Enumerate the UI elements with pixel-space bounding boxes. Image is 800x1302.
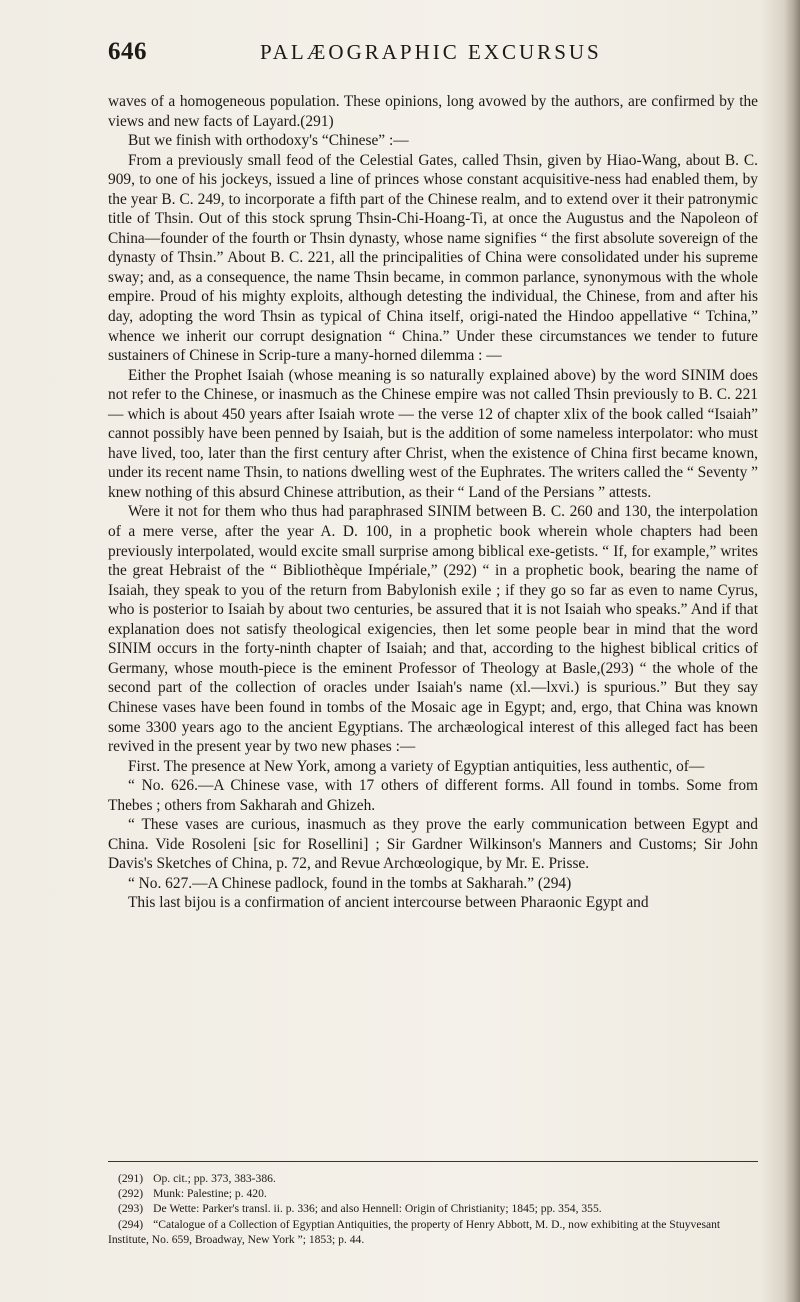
footnotes xyxy=(108,1171,758,1247)
footnote-text: Munk: Palestine; p. 420. xyxy=(153,1187,267,1201)
body-text xyxy=(108,92,758,913)
catalogue-entry: “ No. 627.—A Chinese padlock, found in the tombs at Sakharah.” (294) xyxy=(128,874,572,892)
footnote-text: “Catalogue of a Collection of Egyptian Antiquities, the property of Henry Abbott, M. D., now exhibiting at the Stuyvesant Institute, No. 659, Broadway, New York ”; 1853; p. 44. xyxy=(108,1217,721,1246)
footnote-number: (294) xyxy=(118,1217,144,1231)
footnote-text: De Wette: Parker's transl. ii. p. 336; and also Hennell: Origin of Christianity; 1845; pp. 354, 355. xyxy=(153,1202,602,1216)
running-title: PALÆOGRAPHIC EXCURSUS xyxy=(260,40,602,64)
footnote-number: (292) xyxy=(118,1187,144,1201)
footnote-divider xyxy=(108,1161,758,1162)
footnote xyxy=(108,1217,758,1247)
paragraph: Were it not for them who thus had paraphrased SINIM between B. C. 260 and 130, the interpolation of a mere verse, after the year A. D. 100, in a prophetic book wherein whole chapters had been previously interpolated, would excite small surprise among biblical exe-getists. “ If, for example,” writes the great Hebraist of the “ Bibliothèque Impériale,” (292) “ in a prophetic book, bearing the name of Isaiah, they speak to you of the return from Babylonish exile ; if they go so far as even to name Cyrus, who is posterior to Isaiah by about two centuries, be assured that it is not Isaiah who speaks.” And if that explanation does not satisfy theological exigencies, then let some people bear in mind that the word SINIM occurs in the forty-ninth chapter of Isaiah; and that, according to the highest biblical critics of Germany, whose mouth-piece is the eminent Professor of Theology at Basle,(293) “ the whole of the second part of the collection of oracles under Isaiah's name (xl.—lxvi.) is spurious.” But they say Chinese vases have been found in tombs of the Mosaic age in Egypt; and, ergo, that China was known some 3300 years ago to the ancient Egyptians. The archæological interest of this alleged fact has been revived in the present year by two new phases :— xyxy=(108,503,758,756)
footnote-number: (293) xyxy=(118,1202,144,1216)
page-header xyxy=(108,38,754,68)
paragraph: This last bijou is a confirmation of ancient intercourse between Pharaonic Egypt and xyxy=(128,894,649,912)
paragraph: Either the Prophet Isaiah (whose meaning is so naturally explained above) by the word SINIM does not refer to the Chinese, or inasmuch as the Chinese empire was not called Thsin previously to B. C. 221 — which is about 450 years after Isaiah wrote — the verse 12 of chapter xlix of the book called “Isaiah” cannot possibly have been penned by Isaiah, but is the addition of some nameless interpolator: who must have lived, too, later than the first century after Christ, when the existence of China first became known, under its recent name Thsin, to nations dwelling west of the Euphrates. The writers called the “ Seventy ” knew nothing of this absurd Chinese attribution, as their “ Land of the Persians ” attests. xyxy=(108,366,758,501)
catalogue-entry: “ No. 626.—A Chinese vase, with 17 others of different forms. All found in tombs. Some from Thebes ; others from Sakharah and Ghizeh. xyxy=(108,777,758,814)
page-number: 646 xyxy=(108,38,147,65)
catalogue-entry: “ These vases are curious, inasmuch as they prove the early communication between Egypt and China. Vide Rosoleni [sic for Rosellini] ; Sir Gardner Wilkinson's Manners and Customs; Sir John Davis's Sketches of China, p. 72, and Revue Archœologique, by Mr. E. Prisse. xyxy=(108,816,758,873)
paragraph: But we finish with orthodoxy's “Chinese” :— xyxy=(128,132,409,150)
footnote xyxy=(108,1201,758,1216)
footnote-text: Op. cit.; pp. 373, 383-386. xyxy=(153,1172,276,1185)
page-edge-shadow xyxy=(784,0,800,1302)
footnote xyxy=(108,1171,758,1186)
paragraph: First. The presence at New York, among a variety of Egyptian antiquities, less authentic, of— xyxy=(128,757,705,775)
footnote-number: (291) xyxy=(118,1172,144,1185)
footnote xyxy=(108,1186,758,1201)
paragraph: waves of a homogeneous population. These opinions, long avowed by the authors, are confirmed by the views and new facts of Layard.(291) xyxy=(108,93,758,130)
paragraph: From a previously small feod of the Celestial Gates, called Thsin, given by Hiao-Wang, about B. C. 909, to one of his jockeys, issued a line of princes whose constant acquisitive-ness had enabled them, by the year B. C. 249, to incorporate a fifth part of the Chinese realm, and to extend over it their patronymic title of Thsin. Out of this stock sprung Thsin-Chi-Hoang-Ti, at once the Augustus and the Napoleon of China—founder of the fourth or Thsin dynasty, whose name signifies “ the first absolute sovereign of the dynasty of Thsin.” About B. C. 221, all the principalities of China were consolidated under his supreme sway; and, as a consequence, the name Thsin became, in common parlance, synonymous with the whole empire. Proud of his mighty exploits, although detesting the individual, the Chinese, from and after his day, adopting the word Thsin as typical of China itself, origi-nated the Hindoo appellative “ Tchina,” whence we inherit our corrupt designation “ China.” Under these circumstances we tender to future sustainers of Chinese in Scrip-ture a many-horned dilemma : — xyxy=(108,151,758,365)
